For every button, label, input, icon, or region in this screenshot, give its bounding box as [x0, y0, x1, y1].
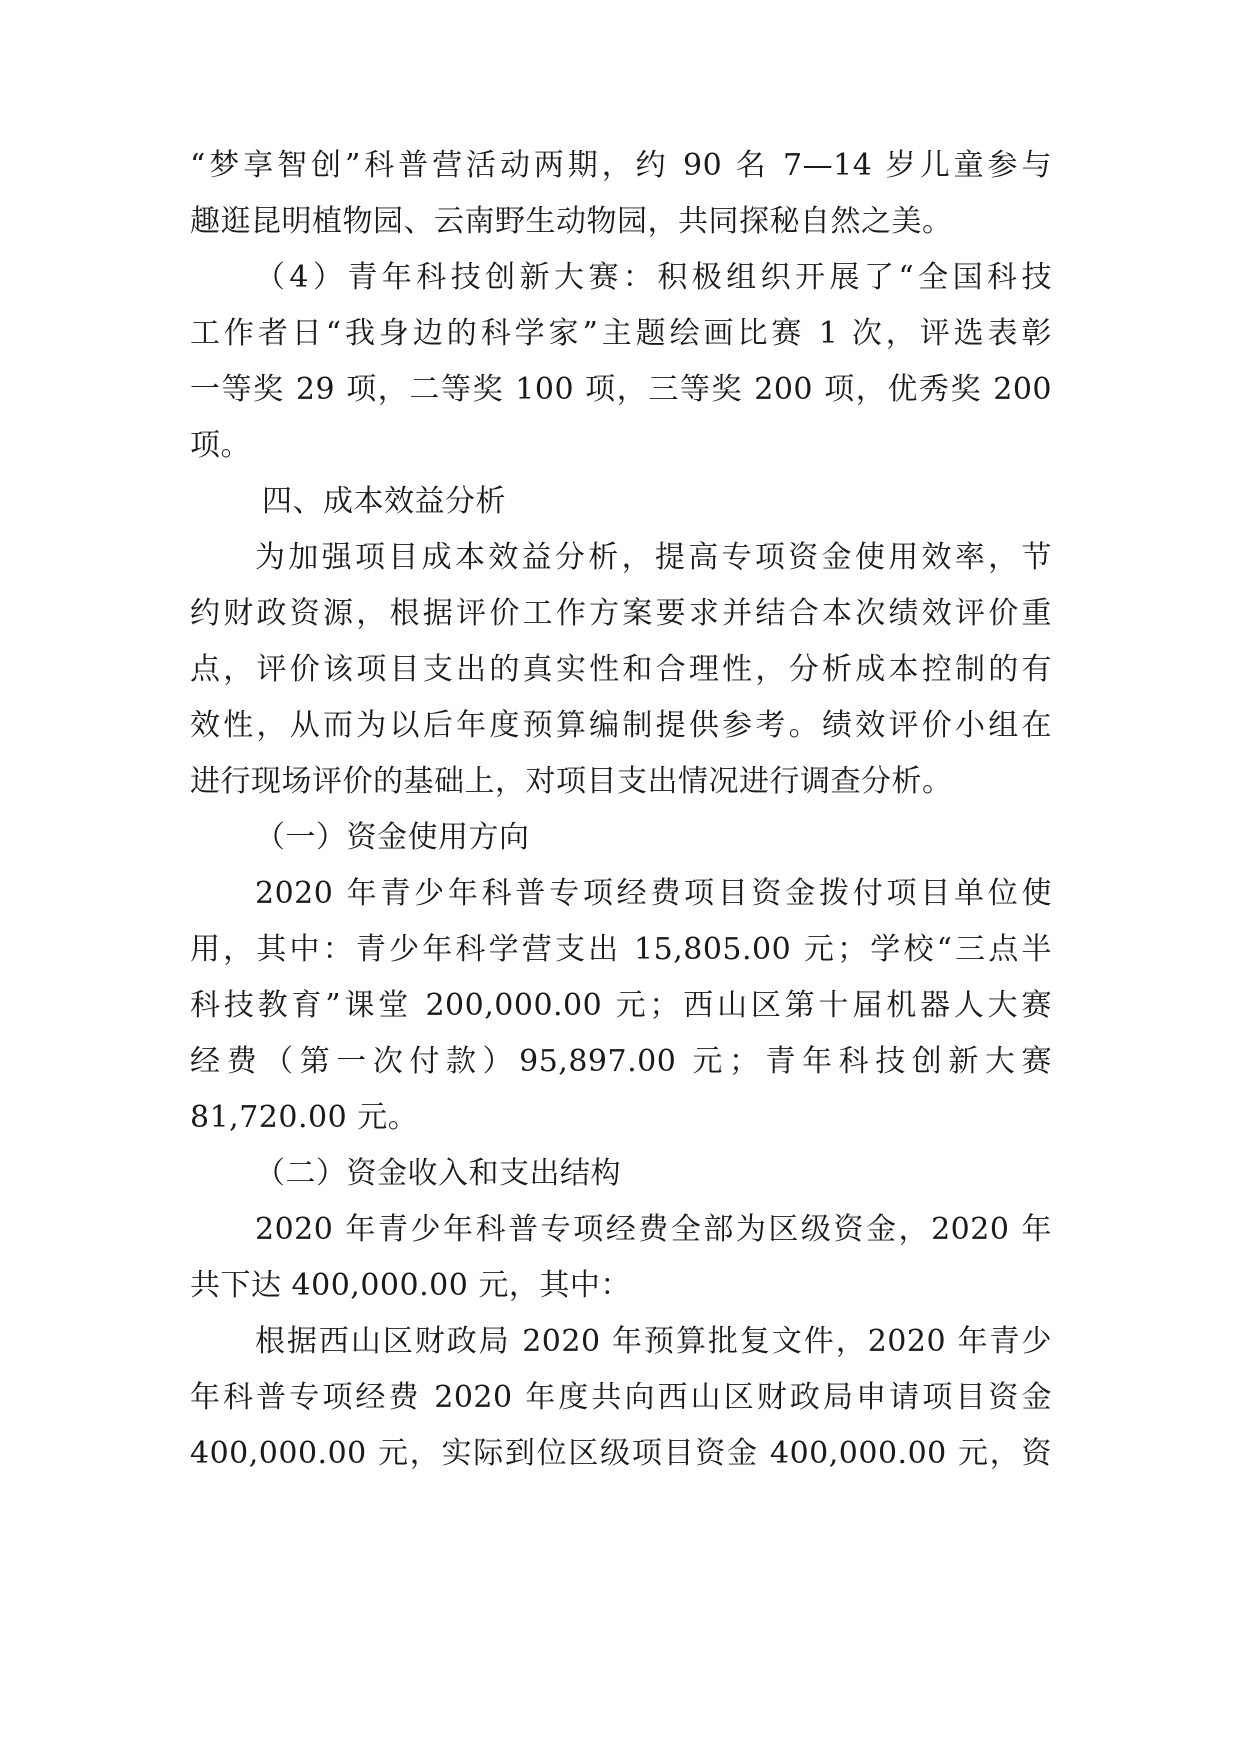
text-line-10: 点，评价该项目支出的真实性和合理性，分析成本控制的有	[190, 652, 1052, 687]
text-line-12: 进行现场评价的基础上，对项目支出情况进行调查分析。	[190, 764, 953, 799]
text-line-21: 共下达 400,000.00 元，其中：	[190, 1268, 631, 1303]
text-line-2: 趣逛昆明植物园、云南野生动物园，共同探秘自然之美。	[190, 204, 953, 239]
text-line-16: 科技教育”课堂 200,000.00 元；西山区第十届机器人大赛	[190, 988, 1052, 1023]
text-line-6: 项。	[190, 428, 251, 463]
text-line-8: 为加强项目成本效益分析，提高专项资金使用效率，节	[255, 540, 1052, 575]
subsection-heading-2: （二）资金收入和支出结构	[255, 1156, 621, 1191]
text-line-15: 用，其中：青少年科学营支出 15,805.00 元；学校“三点半	[190, 932, 1052, 967]
subsection-heading-1: （一）资金使用方向	[255, 820, 530, 855]
text-line-22: 根据西山区财政局 2020 年预算批复文件，2020 年青少	[255, 1324, 1052, 1359]
section-heading-4: 四、成本效益分析	[262, 484, 506, 519]
text-line-18: 81,720.00 元。	[190, 1100, 419, 1135]
text-line-9: 约财政资源，根据评价工作方案要求并结合本次绩效评价重	[190, 596, 1052, 631]
text-line-11: 效性，从而为以后年度预算编制提供参考。绩效评价小组在	[190, 708, 1052, 743]
text-line-5: 一等奖 29 项，二等奖 100 项，三等奖 200 项，优秀奖 200	[190, 372, 1052, 407]
text-line-24: 400,000.00 元，实际到位区级项目资金 400,000.00 元，资	[190, 1436, 1052, 1471]
text-line-20: 2020 年青少年科普专项经费全部为区级资金，2020 年	[255, 1212, 1052, 1247]
text-line-14: 2020 年青少年科普专项经费项目资金拨付项目单位使	[255, 876, 1052, 911]
text-line-4: 工作者日“我身边的科学家”主题绘画比赛 1 次，评选表彰	[190, 316, 1052, 351]
text-line-23: 年科普专项经费 2020 年度共向西山区财政局申请项目资金	[190, 1380, 1052, 1415]
text-line-1: “梦享智创”科普营活动两期，约 90 名 7—14 岁儿童参与	[190, 148, 1052, 183]
text-line-3: （4）青年科技创新大赛：积极组织开展了“全国科技	[255, 260, 1052, 295]
text-line-17: 经费（第一次付款）95,897.00 元；青年科技创新大赛	[190, 1044, 1052, 1079]
